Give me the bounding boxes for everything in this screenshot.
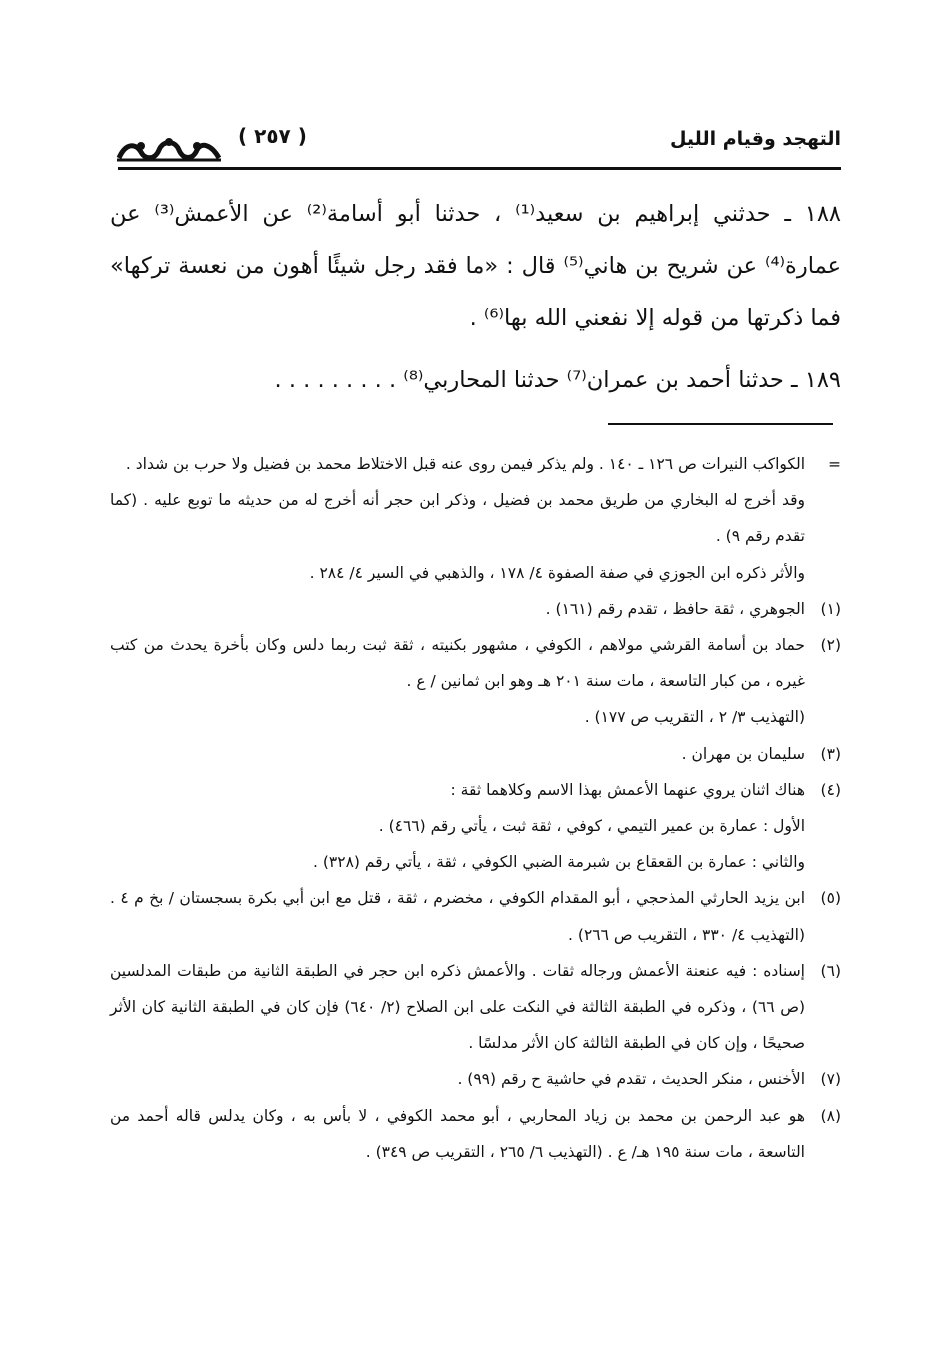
footnote-line: الأخنس ، منكر الحديث ، تقدم في حاشية ح رقم (٩٩) . [457, 1070, 805, 1089]
footnote-separator [608, 423, 833, 425]
running-title: التهجد وقيام الليل [669, 128, 841, 150]
footnote-marker: (٨) [820, 1106, 841, 1125]
footnote-marker: (٢) [820, 636, 841, 655]
footnote-line: هناك اثنان يروي عنهما الأعمش بهذا الاسم وكلاهما ثقة : [450, 780, 805, 799]
footnote-line: والثاني : عمارة بن القعقاع بن شبرمة الضبي الكوفي ، ثقة ، يأتي رقم (٣٢٨) . [313, 853, 805, 872]
footnote-marker: (٣) [820, 744, 841, 763]
footnote-marker: (٤) [820, 780, 841, 799]
footnote-7 [110, 1061, 841, 1097]
header-ornament-icon [115, 132, 223, 166]
main-text [110, 188, 841, 406]
footnote-line: والأثر ذكره ابن الجوزي في صفة الصفوة ٤/ ١٧٨ ، والذهبي في السير ٤/ ٢٨٤ . [309, 563, 805, 582]
footnote-line: (التهذيب ٣/ ٢ ، التقريب ص ١٧٧) . [584, 708, 805, 727]
footnote-line: هو عبد الرحمن بن محمد بن زياد المحاربي ، أبو محمد الكوفي ، لا بأس به ، وكان يدلس قاله أحمد من التاسعة ، مات سنة ١٩٥ هـ/ ع . (التهذيب ٦/ ٢٦٥ ، التقريب ص ٣٤٩) . [110, 1106, 805, 1161]
footnote-3 [110, 736, 841, 772]
footnote-line: ابن يزيد الحارثي المذحجي ، أبو المقدام الكوفي ، مخضرم ، ثقة ، قتل مع ابن أبي بكرة بسجستان / بخ م ٤ . (التهذيب ٤/ ٣٣٠ ، التقريب ص ٢٦٦) . [110, 889, 806, 944]
footnote-marker: (٥) [820, 889, 841, 908]
footnote-2 [110, 627, 841, 736]
footnote-marker: (٧) [820, 1070, 841, 1089]
continued-marker: = [828, 455, 841, 473]
footnote-marker: (٦) [820, 961, 841, 980]
footnote-line: إسناده : فيه عنعنة الأعمش ورجاله ثقات . والأعمش ذكره ابن حجر في الطبقة الثانية من طبقات المدلسين (ص ٦٦) ، وذكره في الطبقة الثالثة في النكت على ابن الصلاح (٢/ ٦٤٠) فإن كان في الطبقة الثانية كان الأثر صحيحًا ، وإن كان في الطبقة الثالثة كان الأثر مدلسًا . [110, 961, 805, 1053]
footnote-line: الأول : عمارة بن عمير التيمي ، كوفي ، ثقة ثبت ، يأتي رقم (٤٦٦) . [378, 817, 805, 836]
ellipsis: . . . . . . . . . [274, 367, 397, 393]
footnote-line: الكواكب النيرات ص ١٢٦ ـ ١٤٠ . ولم يذكر فيمن روى عنه قبل الاختلاط محمد بن فضيل ولا حرب بن شداد . [125, 455, 805, 473]
footnote-line: حماد بن أسامة القرشي مولاهم ، الكوفي ، مشهور بكنيته ، ثقة ثبت ربما دلس وكان بأخرة يحدث من كتب غيره ، من كبار التاسعة ، مات سنة ٢٠١ هـ وهو ابن ثمانين / ع . [110, 636, 805, 691]
footnote-1 [110, 591, 841, 627]
narration-189-text: ١٨٩ ـ حدثنا أحمد بن عمران⁽⁷⁾ حدثنا المحاربي⁽⁸⁾ [403, 367, 841, 393]
narration-188: ١٨٨ ـ حدثني إبراهيم بن سعيد⁽¹⁾ ، حدثنا أبو أسامة⁽²⁾ عن الأعمش⁽³⁾ عن عمارة⁽⁴⁾ عن شريح بن هاني⁽⁵⁾ قال : «ما فقد رجل شيئًا أهون من نعسة تركها» فما ذكرتها من قوله إلا نفعني الله بها⁽⁶⁾ . [110, 201, 841, 331]
footnote-marker: (١) [820, 599, 841, 618]
header-rule [118, 167, 841, 170]
footnote-continued [110, 446, 841, 591]
footnote-line: الجوهري ، ثقة حافظ ، تقدم رقم (١٦١) . [545, 599, 805, 618]
footnote-line: سليمان بن مهران . [681, 744, 805, 763]
footnote-line: وقد أخرج له البخاري من طريق محمد بن فضيل ، وذكر ابن حجر أنه أخرج له من حديثه ما توبع عليه . (كما تقدم رقم ٩) . [110, 491, 805, 546]
narration-189 [110, 354, 841, 406]
footnote-8 [110, 1098, 841, 1170]
footnote-4 [110, 772, 841, 881]
page-number: ( ٢٥٧ ) [238, 124, 307, 148]
footnote-6 [110, 953, 841, 1062]
footnotes [110, 446, 841, 1170]
footnote-5 [110, 880, 841, 952]
